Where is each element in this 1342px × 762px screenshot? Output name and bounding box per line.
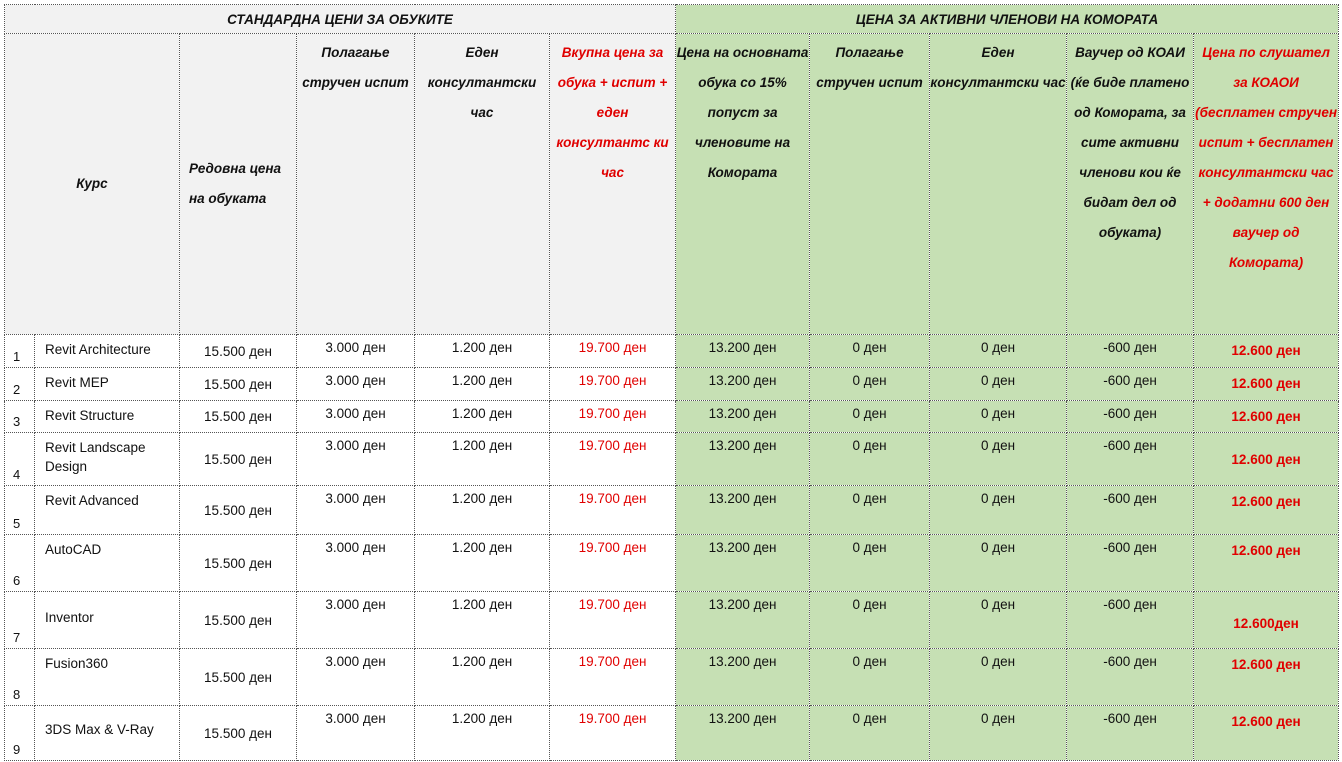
regular-price: 15.500 ден	[180, 706, 297, 761]
regular-price: 15.500 ден	[180, 649, 297, 706]
member-base-price: 13.200 ден	[676, 433, 810, 486]
table-row	[5, 592, 1339, 649]
total-price: 19.700 ден	[550, 335, 676, 368]
member-base-price: 13.200 ден	[676, 335, 810, 368]
consult-price: 1.200 ден	[415, 433, 550, 486]
header-final-price: Цена по слушател за КОАОИ (бесплатен стручен испит + бесплатен консултантски час + додатни 600 ден ваучер од Комората)	[1194, 34, 1339, 335]
header-member-consult: Еден консултантски час	[930, 34, 1067, 335]
consult-price: 1.200 ден	[415, 335, 550, 368]
member-exam-price: 0 ден	[810, 706, 930, 761]
member-base-price: 13.200 ден	[676, 401, 810, 433]
member-consult-price: 0 ден	[930, 535, 1067, 592]
member-exam-price: 0 ден	[810, 486, 930, 535]
header-course: Курс	[5, 34, 180, 335]
row-number: 8	[5, 649, 35, 706]
member-base-price: 13.200 ден	[676, 649, 810, 706]
regular-price: 15.500 ден	[180, 535, 297, 592]
voucher-value: -600 ден	[1067, 368, 1194, 401]
row-number: 3	[5, 401, 35, 433]
header-member-base: Цена на основната обука со 15% попуст за членовите на Комората	[676, 34, 810, 335]
consult-price: 1.200 ден	[415, 401, 550, 433]
row-number: 9	[5, 706, 35, 761]
header-consult: Еден консултантски час	[415, 34, 550, 335]
course-name: 3DS Max & V-Ray	[35, 706, 180, 761]
course-name: Revit Landscape Design	[35, 433, 180, 486]
total-price: 19.700 ден	[550, 368, 676, 401]
standard-prices-heading: СТАНДАРДНА ЦЕНИ ЗА ОБУКИТЕ	[5, 5, 676, 34]
final-price: 12.600 ден	[1194, 535, 1339, 592]
total-price: 19.700 ден	[550, 401, 676, 433]
course-name: Revit Advanced	[35, 486, 180, 535]
exam-price: 3.000 ден	[297, 335, 415, 368]
consult-price: 1.200 ден	[415, 535, 550, 592]
voucher-value: -600 ден	[1067, 706, 1194, 761]
voucher-value: -600 ден	[1067, 535, 1194, 592]
header-voucher: Ваучер од КОАИ (ќе биде платено од Комората, за сите активни членови кои ќе бидат дел од обуката)	[1067, 34, 1194, 335]
exam-price: 3.000 ден	[297, 368, 415, 401]
consult-price: 1.200 ден	[415, 706, 550, 761]
consult-price: 1.200 ден	[415, 592, 550, 649]
consult-price: 1.200 ден	[415, 368, 550, 401]
exam-price: 3.000 ден	[297, 486, 415, 535]
member-base-price: 13.200 ден	[676, 368, 810, 401]
exam-price: 3.000 ден	[297, 401, 415, 433]
header-exam: Полагање стручен испит	[297, 34, 415, 335]
final-price: 12.600 ден	[1194, 401, 1339, 433]
row-number: 1	[5, 335, 35, 368]
exam-price: 3.000 ден	[297, 535, 415, 592]
final-price: 12.600 ден	[1194, 706, 1339, 761]
member-consult-price: 0 ден	[930, 335, 1067, 368]
consult-price: 1.200 ден	[415, 486, 550, 535]
member-exam-price: 0 ден	[810, 401, 930, 433]
row-number: 2	[5, 368, 35, 401]
table-row	[5, 649, 1339, 706]
total-price: 19.700 ден	[550, 433, 676, 486]
header-regular-price: Редовна цена на обуката	[180, 34, 297, 335]
final-price: 12.600 ден	[1194, 335, 1339, 368]
row-number: 7	[5, 592, 35, 649]
voucher-value: -600 ден	[1067, 433, 1194, 486]
table-row	[5, 535, 1339, 592]
course-name: Revit Architecture	[35, 335, 180, 368]
regular-price: 15.500 ден	[180, 433, 297, 486]
course-name: Revit MEP	[35, 368, 180, 401]
member-consult-price: 0 ден	[930, 649, 1067, 706]
member-consult-price: 0 ден	[930, 706, 1067, 761]
final-price: 12.600 ден	[1194, 433, 1339, 486]
regular-price: 15.500 ден	[180, 335, 297, 368]
member-consult-price: 0 ден	[930, 401, 1067, 433]
member-exam-price: 0 ден	[810, 535, 930, 592]
member-consult-price: 0 ден	[930, 368, 1067, 401]
member-prices-heading: ЦЕНА ЗА АКТИВНИ ЧЛЕНОВИ НА КОМОРАТА	[676, 5, 1339, 34]
member-exam-price: 0 ден	[810, 649, 930, 706]
table-row	[5, 368, 1339, 401]
row-number: 5	[5, 486, 35, 535]
table-row	[5, 335, 1339, 368]
exam-price: 3.000 ден	[297, 649, 415, 706]
member-consult-price: 0 ден	[930, 433, 1067, 486]
total-price: 19.700 ден	[550, 535, 676, 592]
total-price: 19.700 ден	[550, 486, 676, 535]
course-name: AutoCAD	[35, 535, 180, 592]
final-price: 12.600 ден	[1194, 486, 1339, 535]
consult-price: 1.200 ден	[415, 649, 550, 706]
exam-price: 3.000 ден	[297, 706, 415, 761]
table-row	[5, 401, 1339, 433]
course-name: Inventor	[35, 592, 180, 649]
total-price: 19.700 ден	[550, 706, 676, 761]
row-number: 4	[5, 433, 35, 486]
member-base-price: 13.200 ден	[676, 592, 810, 649]
final-price: 12.600 ден	[1194, 368, 1339, 401]
voucher-value: -600 ден	[1067, 592, 1194, 649]
voucher-value: -600 ден	[1067, 649, 1194, 706]
row-number: 6	[5, 535, 35, 592]
member-consult-price: 0 ден	[930, 486, 1067, 535]
exam-price: 3.000 ден	[297, 592, 415, 649]
regular-price: 15.500 ден	[180, 368, 297, 401]
member-base-price: 13.200 ден	[676, 535, 810, 592]
course-name: Revit Structure	[35, 401, 180, 433]
member-exam-price: 0 ден	[810, 433, 930, 486]
price-table	[4, 4, 1339, 761]
voucher-value: -600 ден	[1067, 335, 1194, 368]
voucher-value: -600 ден	[1067, 486, 1194, 535]
voucher-value: -600 ден	[1067, 401, 1194, 433]
table-row	[5, 706, 1339, 761]
member-exam-price: 0 ден	[810, 335, 930, 368]
total-price: 19.700 ден	[550, 649, 676, 706]
final-price: 12.600ден	[1194, 592, 1339, 649]
table-row	[5, 486, 1339, 535]
member-base-price: 13.200 ден	[676, 706, 810, 761]
regular-price: 15.500 ден	[180, 592, 297, 649]
regular-price: 15.500 ден	[180, 486, 297, 535]
header-total: Вкупна цена за обука + испит + еден консултантс ки час	[550, 34, 676, 335]
member-base-price: 13.200 ден	[676, 486, 810, 535]
header-member-exam: Полагање стручен испит	[810, 34, 930, 335]
member-consult-price: 0 ден	[930, 592, 1067, 649]
exam-price: 3.000 ден	[297, 433, 415, 486]
member-exam-price: 0 ден	[810, 368, 930, 401]
regular-price: 15.500 ден	[180, 401, 297, 433]
table-row	[5, 433, 1339, 486]
course-name: Fusion360	[35, 649, 180, 706]
total-price: 19.700 ден	[550, 592, 676, 649]
member-exam-price: 0 ден	[810, 592, 930, 649]
final-price: 12.600 ден	[1194, 649, 1339, 706]
